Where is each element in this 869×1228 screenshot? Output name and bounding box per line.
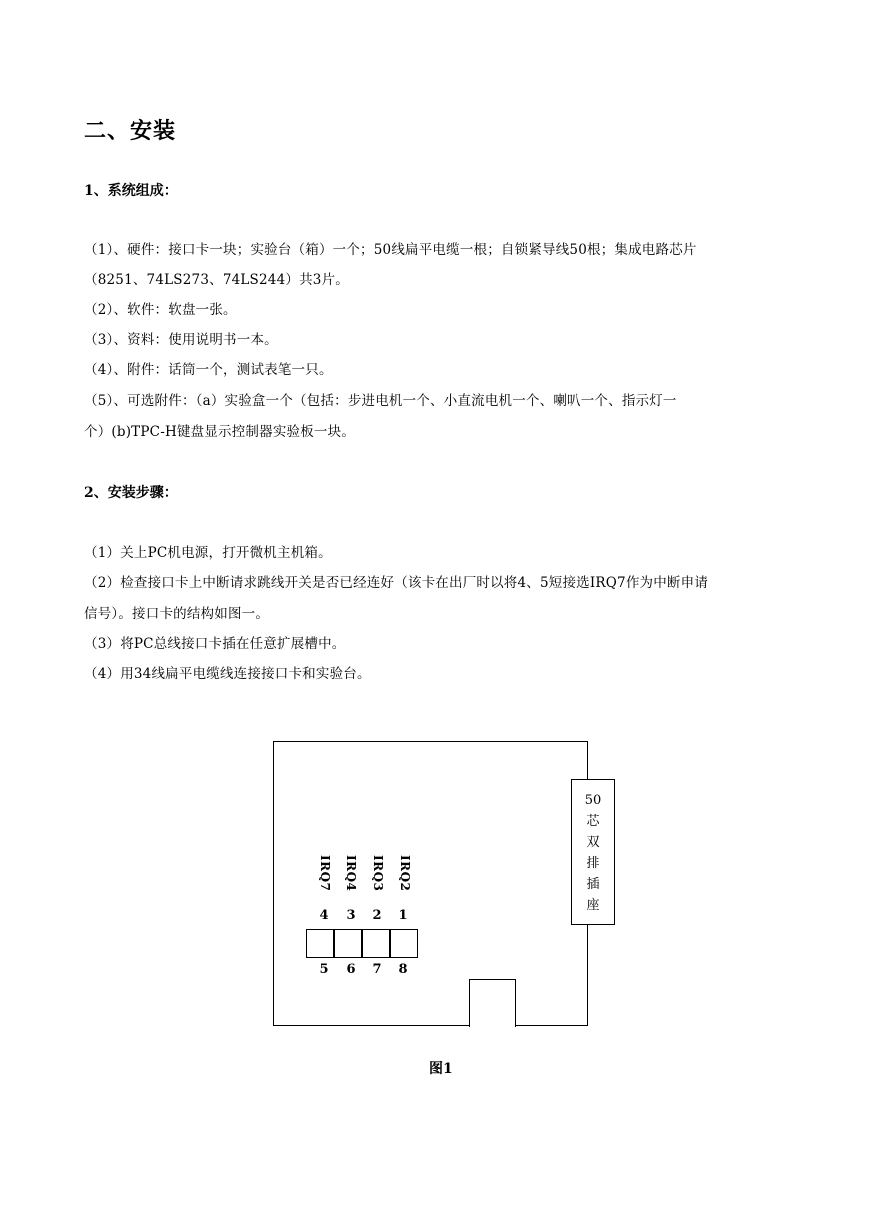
pin-number: 7 <box>372 962 382 977</box>
irq-label-irq3: IRQ3 <box>371 855 385 892</box>
irq-label-irq2: IRQ2 <box>398 855 412 892</box>
paragraph-line: （2）检查接口卡上中断请求跳线开关是否已经连好（该卡在出厂时以将4、5短接选IRQ7作为中断申请 <box>84 575 709 591</box>
jumper-slot <box>362 929 390 958</box>
pin-number: 5 <box>319 962 329 977</box>
card-edge-notch <box>469 979 516 1027</box>
pin-number: 3 <box>346 908 356 923</box>
paragraph-line: （4）用34线扁平电缆线连接接口卡和实验台。 <box>84 666 371 682</box>
paragraph-line: （3）将PC总线接口卡插在任意扩展槽中。 <box>84 636 346 652</box>
irq-label-irq7: IRQ7 <box>318 855 332 892</box>
paragraph-line: 个）(b)TPC-H键盘显示控制器实验板一块。 <box>84 424 356 440</box>
subsection-title-install: 2、安装步骤： <box>84 485 178 501</box>
paragraph-line: （1）、硬件：接口卡一块；实验台（箱）一个；50线扁平电缆一根；自锁紧导线50根；集成电路芯片 <box>84 242 697 258</box>
jumper-slot <box>306 929 334 958</box>
pin-number: 8 <box>398 962 408 977</box>
paragraph-line: （8251、74LS273、74LS244）共3片。 <box>84 272 349 288</box>
paragraph-line: （2）、软件：软盘一张。 <box>84 302 237 318</box>
pin-number: 2 <box>372 908 382 923</box>
paragraph-line: 信号）。接口卡的结构如图一。 <box>84 606 270 622</box>
section-heading: 二、安装 <box>84 118 177 144</box>
pin-number: 1 <box>398 908 408 923</box>
pin-number: 6 <box>346 962 356 977</box>
pin-number: 4 <box>319 908 329 923</box>
figure-caption: 图1 <box>429 1061 453 1077</box>
irq-label-irq4: IRQ4 <box>344 855 358 892</box>
paragraph-line: （4）、附件：话筒一个，测试表笔一只。 <box>84 362 333 378</box>
paragraph-line: （1）关上PC机电源，打开微机主机箱。 <box>84 545 332 561</box>
paragraph-line: （3）、资料：使用说明书一本。 <box>84 332 278 348</box>
jumper-slot <box>390 929 418 958</box>
jumper-slot <box>334 929 362 958</box>
connector-label: 50芯双排插座 <box>584 793 602 913</box>
subsection-title-system: 1、系统组成： <box>84 183 178 199</box>
paragraph-line: （5）、可选附件：（a）实验盒一个（包括：步进电机一个、小直流电机一个、喇叭一个、指示灯一 <box>84 393 677 409</box>
